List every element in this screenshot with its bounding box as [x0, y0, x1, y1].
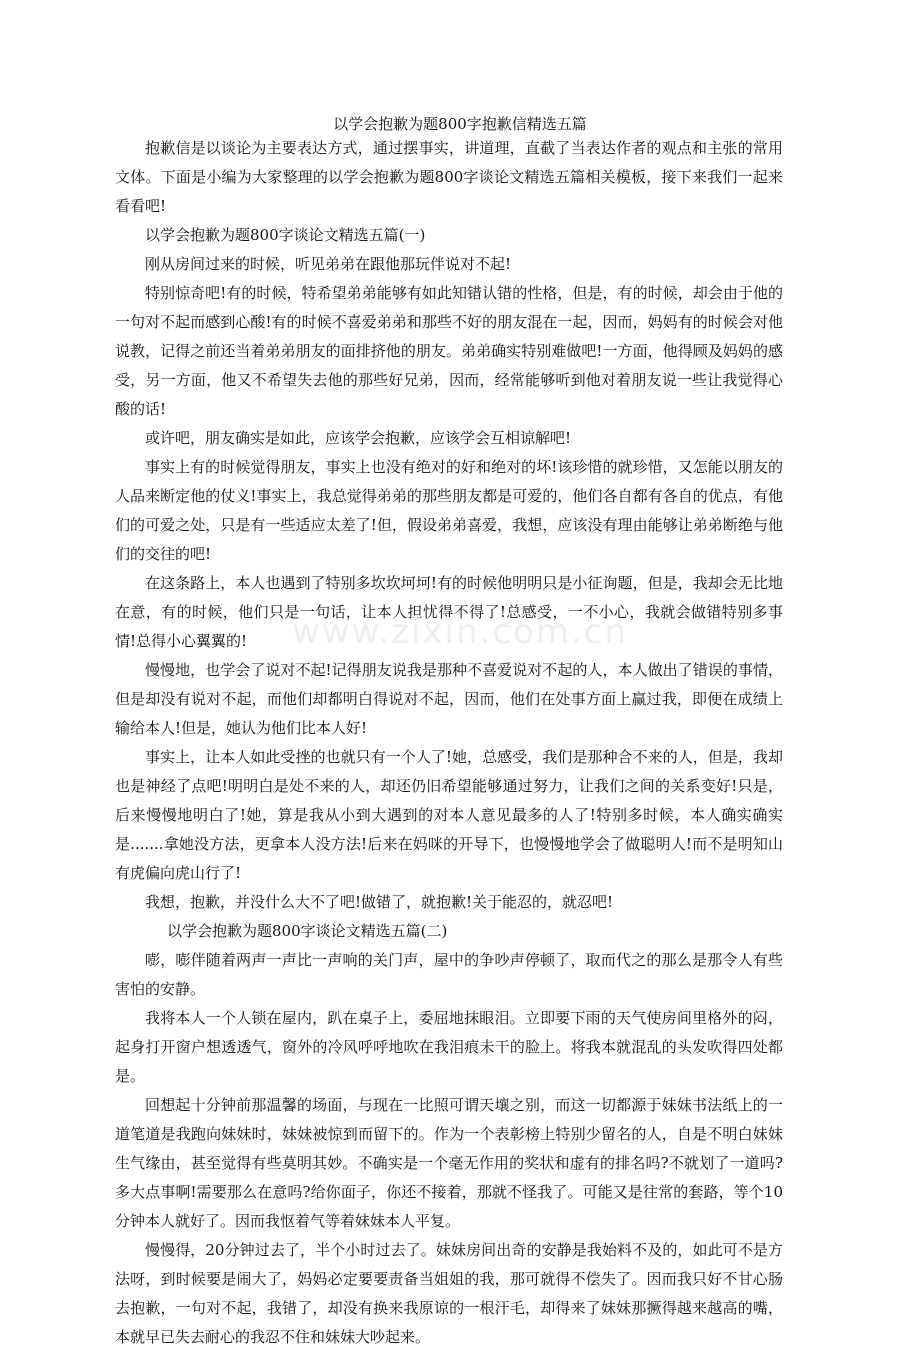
watermark: www.zixin.com.cn: [292, 612, 628, 652]
paragraph: 事实上有的时候觉得朋友，事实上也没有绝对的好和绝对的坏!该珍惜的就珍惜，又怎能以朋友的人品来断定他的仗义!事实上，我总觉得弟弟的那些朋友都是可爱的，他们各自都有各自的优点，有他们的可爱之处，只是有一些适应太差了!但，假设弟弟喜爱，我想，应该没有理由能够让弟弟断绝与他们的交往的吧!: [115, 458, 783, 563]
document-title: 以学会抱歉为题800字抱歉信精选五篇: [333, 115, 587, 133]
paragraph: 回想起十分钟前那温馨的场面，与现在一比照可谓天壤之别，而这一切都源于妹妹书法纸上的一道笔道是我跑向妹妹时，妹妹被惊到而留下的。作为一个表彰榜上特别少留名的人，自是不明白妹妹生气缘由，甚至觉得有些莫明其妙。不确实是一个毫无作用的奖状和虚有的排名吗?不就划了一道吗?多大点事啊!需要那么在意吗?给你面子，你还不接着，那就不怪我了。可能又是往常的套路，等个10分钟本人就好了。因而我怄着气等着妹妹本人平复。: [115, 1096, 783, 1230]
section-heading-2: 以学会抱歉为题800字谈论文精选五篇(二): [167, 922, 448, 940]
paragraph: 嘭，嘭伴随着两声一声比一声响的关门声，屋中的争吵声停顿了，取而代之的那么是那令人有些害怕的安静。: [115, 951, 783, 998]
section-heading-1: 以学会抱歉为题800字谈论文精选五篇(一): [145, 226, 426, 244]
paragraph: 我将本人一个人锁在屋内，趴在桌子上，委屈地抹眼泪。立即要下雨的天气使房间里格外的闷，起身打开窗户想透透气，窗外的冷风呼呼地吹在我泪痕未干的脸上。将我本就混乱的头发吹得四处都是。: [115, 1009, 783, 1085]
paragraph: 慢慢地，也学会了说对不起!记得朋友说我是那种不喜爱说对不起的人，本人做出了错误的事情，但是却没有说对不起，而他们却都明白得说对不起，因而，他们在处事方面上赢过我，即便在成绩上输给本人!但是，她认为他们比本人好!: [115, 661, 783, 737]
paragraph: 特别惊奇吧!有的时候，特希望弟弟能够有如此知错认错的性格，但是，有的时候，却会由于他的一句对不起而感到心酸!有的时候不喜爱弟弟和那些不好的朋友混在一起，因而，妈妈有的时候会对他说教，记得之前还当着弟弟朋友的面排挤他的朋友。弟弟确实特别难做吧!一方面，他得顾及妈妈的感受，另一方面，他又不希望失去他的那些好兄弟，因而，经常能够听到他对着朋友说一些让我觉得心酸的话!: [115, 284, 783, 418]
paragraph: 事实上，让本人如此受挫的也就只有一个人了!她，总感受，我们是那种合不来的人，但是，我却也是神经了点吧!明明白是处不来的人，却还仍旧希望能够通过努力，让我们之间的关系变好!只是，后来慢慢地明白了!她，算是我从小到大遇到的对本人意见最多的人了!特别多时候，本人确实确实是.......拿她没方法，更拿本人没方法!后来在妈咪的开导下，也慢慢地学会了做聪明人!而不是明知山有虎偏向虎山行了!: [115, 748, 783, 882]
paragraph: 我想，抱歉，并没什么大不了吧!做错了，就抱歉!关于能忍的，就忍吧!: [145, 893, 614, 911]
document-body: [115, 134, 783, 1352]
paragraph: 慢慢得，20分钟过去了，半个小时过去了。妹妹房间出奇的安静是我始料不及的，如此可不是方法呀，到时候要是闹大了，妈妈必定要要责备当姐姐的我，那可就得不偿失了。因而我只好不甘心肠去抱歉，一句对不起，我错了，却没有换来我原谅的一根汗毛，却得来了妹妹那撅得越来越高的嘴，本就早已失去耐心的我忍不住和妹妹大吵起来。: [115, 1241, 783, 1346]
paragraph: 或许吧，朋友确实是如此，应该学会抱歉，应该学会互相谅解吧!: [145, 429, 572, 447]
paragraph: 刚从房间过来的时候，听见弟弟在跟他那玩伴说对不起!: [145, 255, 512, 273]
paragraph-intro: 抱歉信是以谈论为主要表达方式，通过摆事实，讲道理，直截了当表达作者的观点和主张的常用文体。下面是小编为大家整理的以学会抱歉为题800字谈论文精选五篇相关模板，接下来我们一起来看看吧!: [115, 139, 783, 215]
paragraph: 在这条路上，本人也遇到了特别多坎坎坷坷!有的时候他明明只是小征询题，但是，我却会无比地在意，有的时候，他们只是一句话，让本人担忧得不得了!总感受，一不小心，我就会做错特别多事情!总得小心翼翼的!: [115, 574, 783, 650]
